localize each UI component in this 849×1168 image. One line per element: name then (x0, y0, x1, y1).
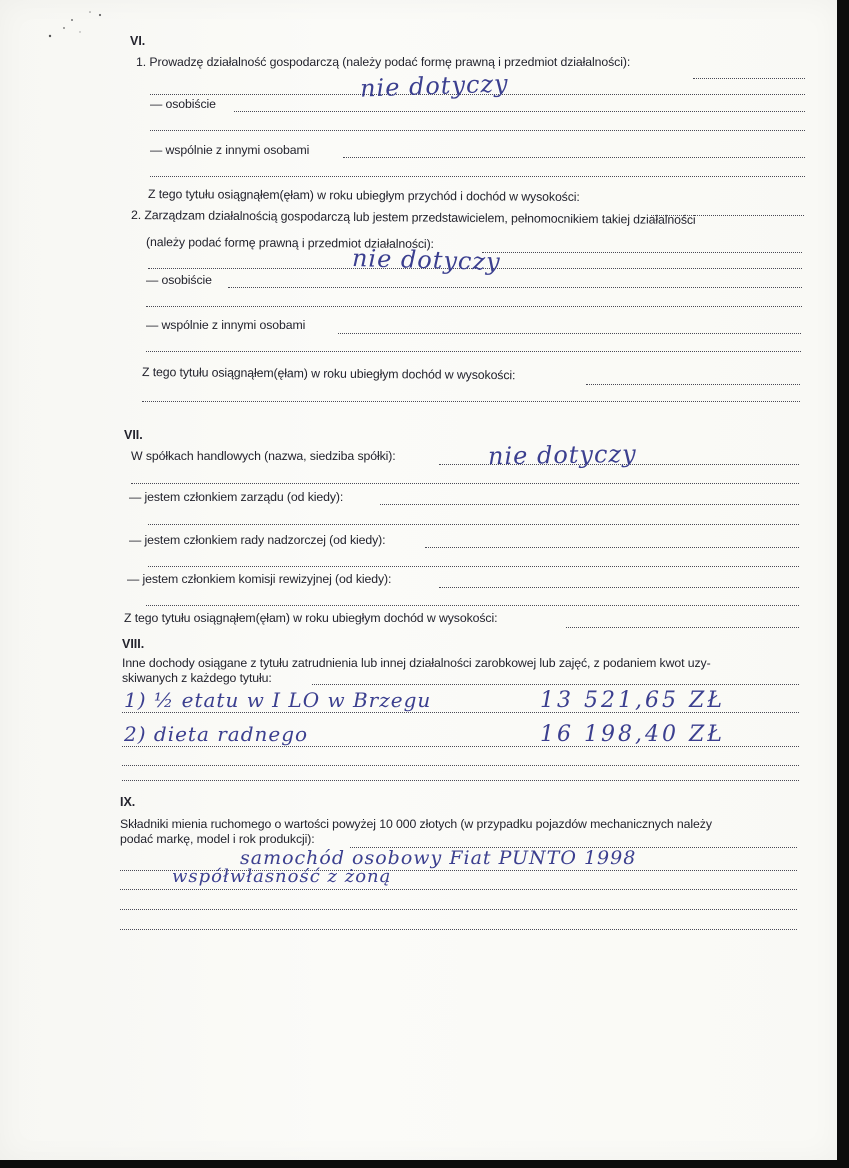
q2-text-line1: 2. Zarządzam działalnością gospodarczą lub jestem przedstawicielem, pełnomocnikiem takiej działalności (130, 208, 696, 227)
dotted-line (120, 909, 797, 910)
dotted-line (122, 780, 799, 781)
dotted-line (150, 176, 805, 177)
section-6-heading: VI. (130, 34, 146, 48)
dotted-line (343, 157, 805, 158)
q2-text-line2: (należy podać formę prawną i przedmiot działalności): (145, 235, 434, 252)
q1-jointly-label: — wspólnie z innymi osobami (150, 143, 310, 157)
dotted-line (146, 351, 801, 352)
dotted-line (146, 306, 802, 307)
dotted-line (425, 547, 799, 548)
q2-jointly-label: — wspólnie z innymi osobami (146, 318, 306, 332)
movable-property-line2: podać markę, model i rok produkcji): (120, 832, 315, 846)
movable-property-answer-1: samochód osobowy Fiat PUNTO 1998 (240, 847, 637, 869)
dotted-line (338, 333, 801, 334)
q1-personally-label: — osobiście (150, 97, 216, 111)
dotted-line (148, 524, 799, 525)
q1-income-label: Z tego tytułu osiągnąłem(ęłam) w roku ubiegłym przychód i dochód w wysokości: (147, 187, 580, 205)
audit-committee-label: — jestem członkiem komisji rewizyjnej (od kiedy): (127, 572, 392, 586)
scan-border-right (837, 0, 849, 1168)
section-8-heading: VIII. (122, 637, 145, 651)
q2-handwritten-answer: nie dotyczy (351, 244, 501, 276)
companies-income-label: Z tego tytułu osiągnąłem(ęłam) w roku ubiegłym dochód w wysokości: (124, 611, 498, 625)
scan-border-bottom (0, 1160, 849, 1168)
supervisory-board-label: — jestem członkiem rady nadzorczej (od kiedy): (129, 533, 386, 547)
dotted-line (150, 130, 805, 131)
income-entry-2-amount: 16 198,40 ZŁ (540, 722, 725, 747)
other-income-line2: skiwanych z każdego tytułu: (122, 671, 272, 685)
dotted-line (234, 111, 805, 112)
other-income-line1: Inne dochody osiągane z tytułu zatrudnienia lub innej działalności zarobkowej lub zajęć, z podaniem kwot uzy- (122, 656, 711, 670)
movable-property-answer-2: współwłasność z żoną (172, 866, 392, 887)
dotted-line (148, 566, 799, 567)
dotted-line (566, 627, 799, 628)
movable-property-line1: Składniki mienia ruchomego o wartości powyżej 10 000 złotych (w przypadku pojazdów mechanicznych należy (120, 817, 712, 831)
companies-handwritten-answer: nie dotyczy (487, 439, 637, 471)
dotted-line (439, 587, 799, 588)
board-member-label: — jestem członkiem zarządu (od kiedy): (129, 490, 344, 504)
section-9-heading: IX. (120, 795, 136, 809)
q2-income-label: Z tego tytułu osiągnąłem(ęłam) w roku ubiegłym dochód w wysokości: (141, 365, 516, 383)
q1-text: 1. Prowadzę działalność gospodarczą (należy podać formę prawną i przedmiot działalności): (136, 55, 631, 69)
q1-handwritten-answer: nie dotyczy (359, 69, 510, 103)
dotted-line (131, 483, 799, 484)
income-entry-2-desc: 2) dieta radnego (124, 722, 309, 746)
dotted-line (228, 287, 802, 288)
dotted-line (146, 605, 799, 606)
dotted-line (120, 889, 797, 890)
section-7-heading: VII. (124, 428, 143, 442)
dotted-line (120, 929, 797, 930)
dotted-line (380, 504, 799, 505)
dotted-line (693, 78, 805, 79)
dotted-line (482, 252, 802, 253)
companies-label: W spółkach handlowych (nazwa, siedziba spółki): (131, 449, 396, 463)
scan-specks (42, 6, 112, 46)
q2-personally-label: — osobiście (146, 273, 212, 287)
dotted-line (122, 765, 799, 766)
income-entry-1-desc: 1) ½ etatu w I LO w Brzegu (124, 688, 432, 712)
dotted-line (312, 684, 799, 685)
dotted-line (142, 401, 800, 402)
dotted-line (586, 384, 800, 385)
income-entry-1-amount: 13 521,65 ZŁ (540, 688, 725, 713)
